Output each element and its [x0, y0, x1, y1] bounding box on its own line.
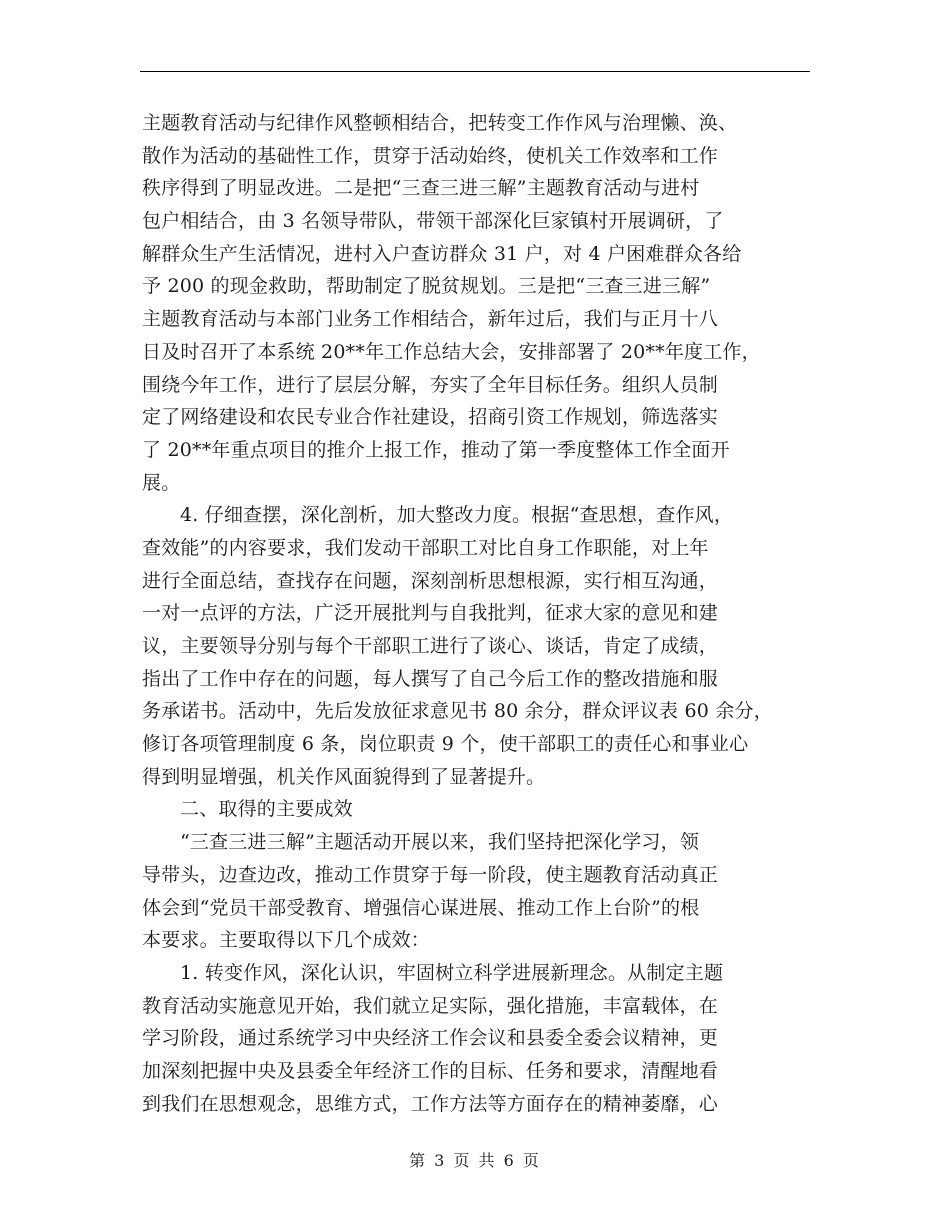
text-line: 指出了工作中存在的问题，每人撰写了自己今后工作的整改措施和服: [142, 667, 719, 690]
text-line: 秩序得到了明显改进。二是把“三查三进三解”主题教育活动与进村: [142, 177, 700, 200]
paragraph-start-line: 4. 仔细查摆，深化剖析，加大整改力度。根据“查思想，查作风，: [180, 504, 734, 527]
text-line: 主题教育活动与纪律作风整顿相结合，把转变工作作风与治理懒、涣、: [142, 112, 738, 134]
text-line: 围绕今年工作，进行了层层分解，夯实了全年目标任务。组织人员制: [142, 373, 719, 396]
text-line: 本要求。主要取得以下几个成效：: [142, 929, 431, 952]
text-line: 加深刻把握中央及县委全年经济工作的目标、任务和要求，清醒地看: [142, 1059, 719, 1082]
text-line: 了 20**年重点项目的推介上报工作，推动了第一季度整体工作全面开: [142, 438, 730, 461]
text-line: 展。: [142, 471, 181, 494]
text-line: 主题教育活动与本部门业务工作相结合，新年过后，我们与正月十八: [142, 308, 719, 331]
text-line: 到我们在思想观念，思维方式，工作方法等方面存在的精神萎靡，心: [142, 1092, 719, 1115]
text-line: 包户相结合，由 3 名领导带队，带领干部深化巨家镇村开展调研，了: [142, 210, 724, 233]
text-line: 一对一点评的方法，广泛开展批判与自我批判，征求大家的意见和建: [142, 602, 719, 625]
text-line: 予 200 的现金救助，帮助制定了脱贫规划。三是把“三查三进三解”: [142, 275, 711, 298]
text-line: 议，主要领导分别与每个干部职工进行了谈心、谈话，肯定了成绩，: [142, 635, 719, 657]
text-line: 解群众生产生活情况，进村入户查访群众 31 户，对 4 户困难群众各给: [142, 242, 742, 265]
text-line: 学习阶段，通过系统学习中央经济工作会议和县委全委会议精神，更: [142, 1027, 719, 1050]
document-body: [142, 107, 832, 1120]
text-line: 得到明显增强，机关作风面貌得到了显著提升。: [142, 765, 546, 788]
text-line: 体会到“党员干部受教育、增强信心谋进展、推动工作上台阶”的根: [142, 896, 700, 919]
text-line: 进行全面总结，查找存在问题，深刻剖析思想根源，实行相互沟通，: [142, 569, 719, 592]
text-line: 查效能”的内容要求，我们发动干部职工对比自身工作职能，对上年: [142, 536, 709, 559]
text-line: 务承诺书。活动中，先后发放征求意见书 80 余分，群众评议表 60 余分，: [142, 700, 773, 723]
text-line: 导带头，边查边改，推动工作贯穿于每一阶段，使主题教育活动真正: [142, 863, 719, 886]
section-heading: 二、取得的主要成效: [180, 798, 353, 821]
paragraph-start-line: 1. 转变作风，深化认识，牢固树立科学进展新理念。从制定主题: [180, 961, 724, 984]
text-line: 散作为活动的基础性工作，贯穿于活动始终，使机关工作效率和工作: [142, 144, 719, 167]
header-rule: [140, 71, 810, 72]
text-line: 日及时召开了本系统 20**年工作总结大会，安排部署了 20**年度工作，: [142, 340, 761, 363]
paragraph-start-line: “三查三进三解”主题活动开展以来，我们坚持把深化学习，领: [180, 831, 700, 854]
text-line: 修订各项管理制度 6 条，岗位职责 9 个，使干部职工的责任心和事业心: [142, 733, 749, 756]
page-footer: 第 3 页 共 6 页: [409, 1151, 541, 1170]
text-line: 定了网络建设和农民专业合作社建设，招商引资工作规划，筛选落实: [142, 406, 719, 429]
text-line: 教育活动实施意见开始，我们就立足实际，强化措施，丰富载体，在: [142, 994, 719, 1017]
